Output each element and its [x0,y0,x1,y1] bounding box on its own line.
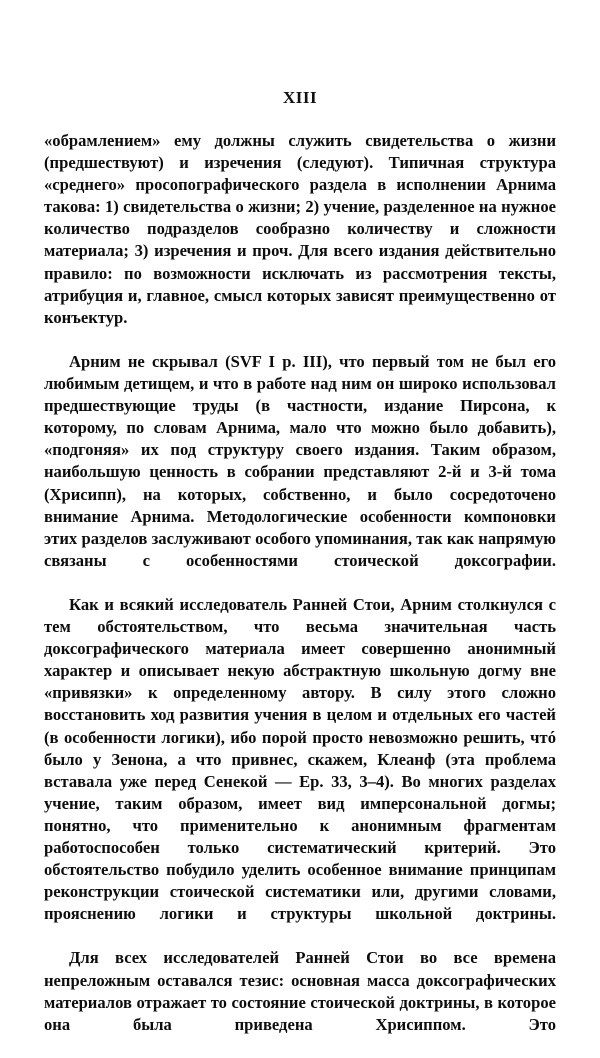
page-number-header: XIII [282,88,318,107]
body-text-column [44,130,556,1058]
paragraph: Для всех исследователей Ранней Стои во все времена непреложным оставался тезис: основная масса доксографических материалов отражает то состояние стоической доктрины, в которое она была приведена Хрисиппом. Это [44,948,556,1034]
paragraph: Арним не скрывал (SVF I p. III), что первый том не был его любимым детищем, и что в работе над ним он широко использовал предшествующие труды (в частности, издание Пирсона, к которому, по словам Арнима, мало что можно было добавить), «подгоняя» их под структуру своего издания. Таким образом, наибольшую ценность в собрании представляют 2-й и 3-й тома (Хрисипп), на которых, собственно, и было сосредоточено внимание Арнима. Методологические особенности компоновки этих разделов заслуживают особого упоминания, так как напрямую связаны с особенностями стоической доксографии. [44,351,556,570]
paragraph: Как и всякий исследователь Ранней Стои, Арним столкнулся с тем обстоятельством, что весьма значительная часть доксографического материала имеет совершенно анонимный характер и описывает некую абстрактную школьную догму вне «привязки» к определенному автору. В силу этого сложно восстановить ход развития учения в целом и отдельных его частей (в особенности логики), ибо порой просто невозможно решить, чтó было у Зенона, а что привнес, скажем, Клеанф (эта проблема вставала уже перед Сенекой — Ер. 33, 3–4). Во многих разделах учение, таким образом, имеет вид имперсональной догмы; понятно, что применительно к анонимным фрагментам работоспособен только систематический критерий. Это обстоятельство побудило уделить особенное внимание принципам реконструкции стоической систематики или, другими словами, прояснению логики и структуры школьной доктрины. [44,594,556,924]
paragraph: «обрамлением» ему должны служить свидетельства о жизни (предшествуют) и изречения (следуют). Типичная структура «среднего» просопографического раздела в исполнении Арнима такова: 1) свидетельства о жизни; 2) учение, разделенное на нужное количество подразделов сообразно количеству и сложности материала; 3) изречения и проч. Для всего издания действительно правило: по возможности исключать из рассмотрения тексты, атрибуция и, главное, смысл которых зависят преимущественно от конъектур. [44,131,556,327]
